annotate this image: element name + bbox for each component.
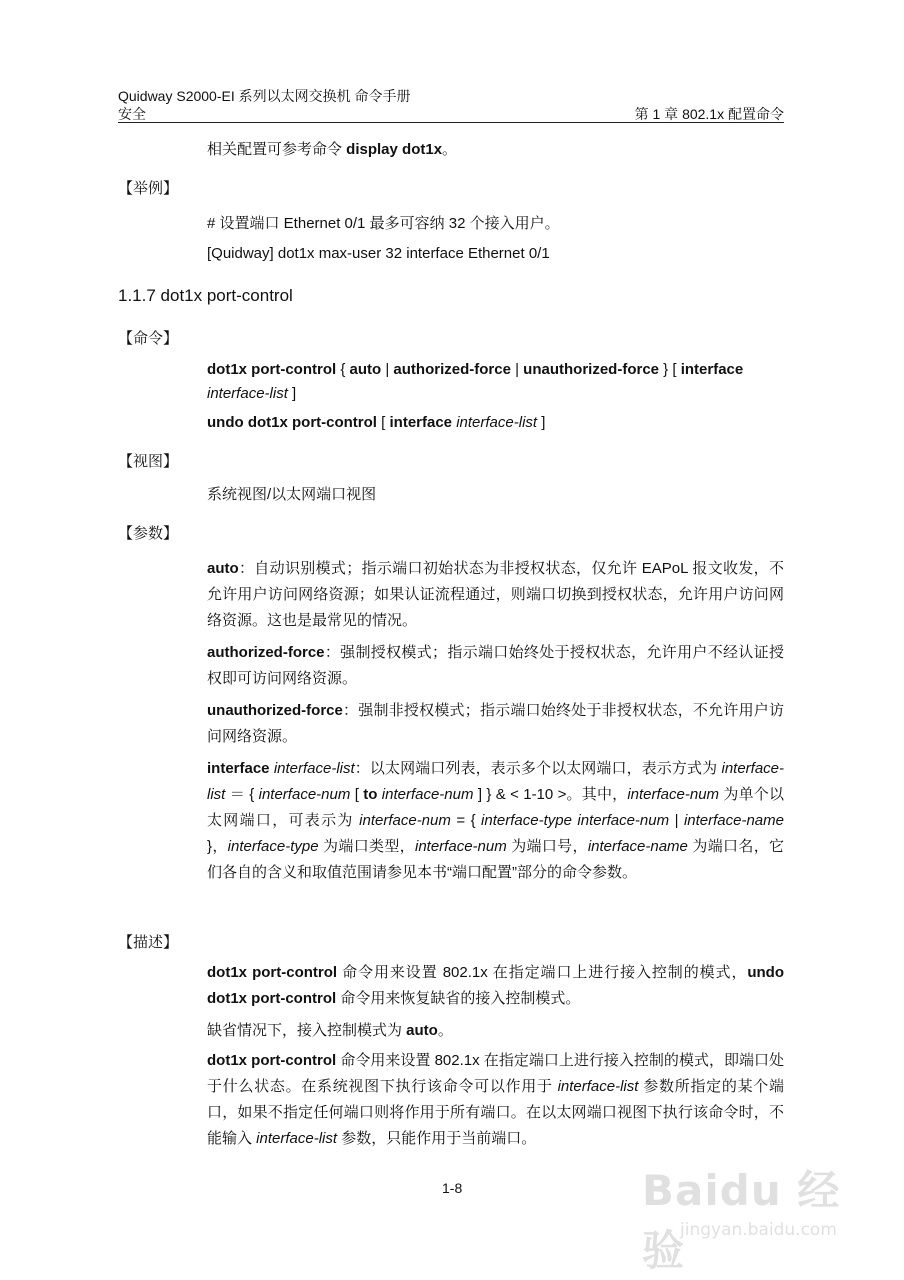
example-tag: 【举例】 <box>118 180 179 197</box>
param-authorized-force: authorized-force：强制授权模式；指示端口始终处于授权状态，允许用户不经认证授权即可访问网络资源。 <box>207 644 784 687</box>
command-syntax: dot1x port-control { auto | authorized-force | unauthorized-force } [ interface interface-list ] <box>207 361 744 402</box>
param-interface: interface interface-list：以太网端口列表，表示多个以太网端口，表示方式为 interface-list ＝ { interface-num [ to interface-num ] } & < 1-10 >。其中，interface-num 为单个以太网端口，可表示为 interface-num = { interface-type interface-num | interface-name }，interface-type 为端口类型，interface-num 为端口号，interface-name 为端口名，它们各自的含义和取值范围请参见本书“端口配置”部分的命令参数。 <box>207 760 785 881</box>
params-tag: 【参数】 <box>118 525 179 542</box>
header-title: Quidway S2000-EI 系列以太网交换机 命令手册 <box>118 88 411 104</box>
watermark-url: jingyan.baidu.com <box>680 1220 837 1240</box>
param-unauthorized-force: unauthorized-force：强制非授权模式；指示端口始终处于非授权状态，不允许用户访问网络资源。 <box>207 702 784 745</box>
undo-command-syntax: undo dot1x port-control [ interface interface-list ] <box>207 414 546 431</box>
view-tag: 【视图】 <box>118 453 179 470</box>
display-dot1x-cmd: display dot1x <box>346 141 443 158</box>
example-command: [Quidway] dot1x max-user 32 interface Ethernet 0/1 <box>207 245 550 262</box>
view-text: 系统视图/以太网端口视图 <box>207 486 377 503</box>
baidu-watermark <box>640 1148 880 1275</box>
page-number: 1-8 <box>442 1180 463 1196</box>
header-chapter: 第 1 章 802.1x 配置命令 <box>634 106 784 122</box>
command-tag: 【命令】 <box>118 330 179 347</box>
header-section: 安全 <box>118 106 146 122</box>
header-rule <box>118 122 784 123</box>
baidu-logo-text: Baidu 经验 <box>642 1166 841 1275</box>
param-auto: auto：自动识别模式；指示端口初始状态为非授权状态，仅允许 EAPoL 报文收发，不允许用户访问网络资源；如果认证流程通过，则端口切换到授权状态，允许用户访问网络资源。这也是最常见的情况。 <box>207 560 784 629</box>
desc-tag: 【描述】 <box>118 934 179 951</box>
desc-para-2: 缺省情况下，接入控制模式为 auto。 <box>207 1022 453 1039</box>
example-comment: # 设置端口 Ethernet 0/1 最多可容纳 32 个接入用户。 <box>207 215 560 232</box>
section-title: 1.1.7 dot1x port-control <box>118 286 293 305</box>
desc-para-1: dot1x port-control 命令用来设置 802.1x 在指定端口上进行接入控制的模式，undo dot1x port-control 命令用来恢复缺省的接入控制模式。 <box>207 964 785 1007</box>
related-config-line: 相关配置可参考命令 display dot1x。 <box>207 141 458 158</box>
desc-para-3: dot1x port-control 命令用来设置 802.1x 在指定端口上进行接入控制的模式，即端口处于什么状态。在系统视图下执行该命令可以作用于 interface-list 参数所指定的某个端口，如果不指定任何端口则将作用于所有端口。在以太网端口视图下执行该命令时，不能输入 interface-list 参数，只能作用于当前端口。 <box>207 1052 785 1147</box>
